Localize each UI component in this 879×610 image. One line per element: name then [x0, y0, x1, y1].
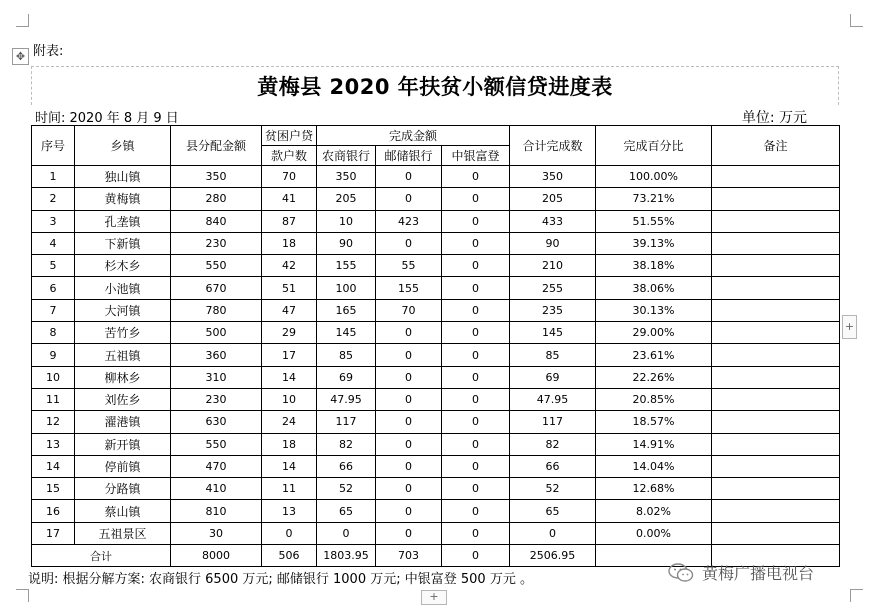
row-rural-bank: 47.95: [317, 388, 376, 410]
table-row: [32, 344, 840, 366]
row-percent: 0.00%: [596, 522, 712, 544]
row-remark: [712, 433, 840, 455]
row-total-completed: 255: [510, 277, 596, 299]
table-row: [32, 210, 840, 232]
row-total-completed: 210: [510, 255, 596, 277]
row-town: 蔡山镇: [75, 500, 171, 522]
row-town: 濯港镇: [75, 411, 171, 433]
header-rural-bank: 农商银行: [317, 146, 376, 166]
progress-table: [31, 125, 840, 567]
title-bar: [31, 66, 839, 105]
row-rural-bank: 85: [317, 344, 376, 366]
row-percent: 100.00%: [596, 166, 712, 188]
report-sheet: [31, 66, 839, 589]
row-households: 42: [262, 255, 317, 277]
row-rural-bank: 350: [317, 166, 376, 188]
row-total-completed: 65: [510, 500, 596, 522]
row-households: 29: [262, 322, 317, 344]
row-households: 47: [262, 299, 317, 321]
row-rural-bank: 10: [317, 210, 376, 232]
row-allocated: 780: [171, 299, 262, 321]
row-zhongyin: 0: [442, 388, 510, 410]
add-row-plus-icon[interactable]: +: [421, 590, 447, 605]
table-body: [32, 166, 840, 545]
row-zhongyin: 0: [442, 500, 510, 522]
row-percent: 73.21%: [596, 188, 712, 210]
row-allocated: 410: [171, 478, 262, 500]
row-remark: [712, 299, 840, 321]
row-rural-bank: 100: [317, 277, 376, 299]
row-postal-bank: 0: [376, 366, 442, 388]
header-zhongyin: 中银富登: [442, 146, 510, 166]
row-remark: [712, 411, 840, 433]
row-seq: 6: [32, 277, 75, 299]
row-zhongyin: 0: [442, 255, 510, 277]
row-households: 51: [262, 277, 317, 299]
row-postal-bank: 0: [376, 344, 442, 366]
row-postal-bank: 0: [376, 322, 442, 344]
row-zhongyin: 0: [442, 277, 510, 299]
row-town: 五祖镇: [75, 344, 171, 366]
header-town: 乡镇: [75, 126, 171, 166]
table-row: [32, 166, 840, 188]
row-postal-bank: 0: [376, 500, 442, 522]
row-rural-bank: 155: [317, 255, 376, 277]
row-percent: 14.04%: [596, 455, 712, 477]
row-total-completed: 205: [510, 188, 596, 210]
row-postal-bank: 0: [376, 522, 442, 544]
row-allocated: 470: [171, 455, 262, 477]
wechat-logo-icon: [668, 563, 694, 583]
totals-postal: 703: [376, 545, 442, 567]
row-percent: 29.00%: [596, 322, 712, 344]
row-postal-bank: 0: [376, 411, 442, 433]
row-households: 24: [262, 411, 317, 433]
row-town: 黄梅镇: [75, 188, 171, 210]
page-corner-mark: [850, 14, 863, 27]
row-postal-bank: 155: [376, 277, 442, 299]
row-remark: [712, 478, 840, 500]
row-allocated: 280: [171, 188, 262, 210]
row-total-completed: 69: [510, 366, 596, 388]
header-completed: 完成金额: [317, 126, 510, 146]
row-remark: [712, 166, 840, 188]
row-town: 柳林乡: [75, 366, 171, 388]
totals-zhongyin: 0: [442, 545, 510, 567]
row-households: 18: [262, 433, 317, 455]
row-total-completed: 145: [510, 322, 596, 344]
report-title: 黄梅县 2020 年扶贫小额信贷进度表: [257, 75, 613, 99]
row-percent: 38.18%: [596, 255, 712, 277]
header-households-line2: 款户数: [262, 146, 317, 166]
table-row: [32, 322, 840, 344]
row-postal-bank: 423: [376, 210, 442, 232]
row-rural-bank: 65: [317, 500, 376, 522]
row-zhongyin: 0: [442, 166, 510, 188]
row-zhongyin: 0: [442, 344, 510, 366]
watermark-text: 黄梅广播电视台: [702, 564, 815, 583]
row-postal-bank: 0: [376, 188, 442, 210]
row-households: 17: [262, 344, 317, 366]
row-zhongyin: 0: [442, 322, 510, 344]
table-row: [32, 366, 840, 388]
row-seq: 17: [32, 522, 75, 544]
row-households: 14: [262, 455, 317, 477]
row-zhongyin: 0: [442, 411, 510, 433]
row-town: 下新镇: [75, 232, 171, 254]
row-zhongyin: 0: [442, 299, 510, 321]
row-total-completed: 82: [510, 433, 596, 455]
row-seq: 1: [32, 166, 75, 188]
row-percent: 8.02%: [596, 500, 712, 522]
row-allocated: 840: [171, 210, 262, 232]
row-total-completed: 235: [510, 299, 596, 321]
row-postal-bank: 70: [376, 299, 442, 321]
row-households: 0: [262, 522, 317, 544]
row-allocated: 230: [171, 232, 262, 254]
totals-allocated: 8000: [171, 545, 262, 567]
row-rural-bank: 117: [317, 411, 376, 433]
row-town: 小池镇: [75, 277, 171, 299]
row-rural-bank: 82: [317, 433, 376, 455]
row-postal-bank: 0: [376, 388, 442, 410]
row-percent: 14.91%: [596, 433, 712, 455]
row-postal-bank: 0: [376, 166, 442, 188]
row-town: 五祖景区: [75, 522, 171, 544]
row-percent: 20.85%: [596, 388, 712, 410]
row-percent: 12.68%: [596, 478, 712, 500]
row-total-completed: 90: [510, 232, 596, 254]
watermark: [668, 561, 814, 584]
row-allocated: 670: [171, 277, 262, 299]
row-households: 87: [262, 210, 317, 232]
header-households-line1: 贫困户贷: [262, 126, 317, 146]
row-households: 13: [262, 500, 317, 522]
row-total-completed: 117: [510, 411, 596, 433]
row-remark: [712, 388, 840, 410]
row-town: 分路镇: [75, 478, 171, 500]
row-town: 杉木乡: [75, 255, 171, 277]
page-corner-mark: [16, 589, 29, 602]
totals-households: 506: [262, 545, 317, 567]
header-total-completed: 合计完成数: [510, 126, 596, 166]
row-remark: [712, 322, 840, 344]
row-town: 独山镇: [75, 166, 171, 188]
row-allocated: 350: [171, 166, 262, 188]
row-percent: 23.61%: [596, 344, 712, 366]
row-total-completed: 350: [510, 166, 596, 188]
row-postal-bank: 55: [376, 255, 442, 277]
row-remark: [712, 500, 840, 522]
row-seq: 11: [32, 388, 75, 410]
row-seq: 4: [32, 232, 75, 254]
table-move-handle-icon[interactable]: ✥: [12, 48, 29, 65]
row-seq: 3: [32, 210, 75, 232]
header-percent: 完成百分比: [596, 126, 712, 166]
row-seq: 15: [32, 478, 75, 500]
row-seq: 9: [32, 344, 75, 366]
row-town: 苦竹乡: [75, 322, 171, 344]
row-households: 11: [262, 478, 317, 500]
row-rural-bank: 66: [317, 455, 376, 477]
table-row: [32, 277, 840, 299]
table-row: [32, 500, 840, 522]
row-remark: [712, 232, 840, 254]
row-households: 18: [262, 232, 317, 254]
table-row: [32, 299, 840, 321]
row-seq: 12: [32, 411, 75, 433]
row-seq: 5: [32, 255, 75, 277]
row-allocated: 630: [171, 411, 262, 433]
row-percent: 51.55%: [596, 210, 712, 232]
explanation-note: 说明: 根据分解方案: 农商银行 6500 万元; 邮储银行 1000 万元; 中银富登 500 万元 。: [28, 572, 533, 587]
row-remark: [712, 188, 840, 210]
row-zhongyin: 0: [442, 232, 510, 254]
row-rural-bank: 90: [317, 232, 376, 254]
row-town: 大河镇: [75, 299, 171, 321]
table-row: [32, 255, 840, 277]
header-seq: 序号: [32, 126, 75, 166]
totals-rural: 1803.95: [317, 545, 376, 567]
row-town: 新开镇: [75, 433, 171, 455]
row-total-completed: 433: [510, 210, 596, 232]
row-rural-bank: 69: [317, 366, 376, 388]
row-percent: 30.13%: [596, 299, 712, 321]
row-town: 停前镇: [75, 455, 171, 477]
meta-row: [31, 105, 839, 125]
header-postal-bank: 邮储银行: [376, 146, 442, 166]
row-seq: 7: [32, 299, 75, 321]
report-date: 时间: 2020 年 8 月 9 日: [35, 111, 179, 126]
row-town: 孔垄镇: [75, 210, 171, 232]
row-percent: 38.06%: [596, 277, 712, 299]
row-allocated: 30: [171, 522, 262, 544]
row-households: 41: [262, 188, 317, 210]
row-percent: 39.13%: [596, 232, 712, 254]
table-row: [32, 188, 840, 210]
row-remark: [712, 455, 840, 477]
row-zhongyin: 0: [442, 455, 510, 477]
row-households: 70: [262, 166, 317, 188]
row-seq: 14: [32, 455, 75, 477]
row-remark: [712, 255, 840, 277]
page-corner-mark: [850, 589, 863, 602]
row-zhongyin: 0: [442, 433, 510, 455]
row-zhongyin: 0: [442, 522, 510, 544]
row-allocated: 550: [171, 433, 262, 455]
row-postal-bank: 0: [376, 455, 442, 477]
row-town: 刘佐乡: [75, 388, 171, 410]
table-row: [32, 388, 840, 410]
row-households: 14: [262, 366, 317, 388]
row-total-completed: 52: [510, 478, 596, 500]
row-allocated: 550: [171, 255, 262, 277]
row-remark: [712, 344, 840, 366]
row-total-completed: 47.95: [510, 388, 596, 410]
row-households: 10: [262, 388, 317, 410]
row-total-completed: 66: [510, 455, 596, 477]
table-row: [32, 411, 840, 433]
totals-label: 合计: [32, 545, 171, 567]
row-remark: [712, 522, 840, 544]
row-rural-bank: 145: [317, 322, 376, 344]
row-postal-bank: 0: [376, 232, 442, 254]
page-corner-mark: [16, 14, 29, 27]
row-percent: 22.26%: [596, 366, 712, 388]
row-seq: 10: [32, 366, 75, 388]
row-percent: 18.57%: [596, 411, 712, 433]
row-seq: 2: [32, 188, 75, 210]
row-allocated: 230: [171, 388, 262, 410]
header-allocated: 县分配金额: [171, 126, 262, 166]
add-column-plus-icon[interactable]: +: [842, 315, 857, 339]
row-remark: [712, 210, 840, 232]
row-remark: [712, 366, 840, 388]
row-allocated: 360: [171, 344, 262, 366]
table-row: [32, 478, 840, 500]
table-row: [32, 232, 840, 254]
row-rural-bank: 165: [317, 299, 376, 321]
row-allocated: 500: [171, 322, 262, 344]
row-zhongyin: 0: [442, 188, 510, 210]
row-seq: 8: [32, 322, 75, 344]
report-unit: 单位: 万元: [741, 110, 807, 126]
row-allocated: 810: [171, 500, 262, 522]
row-total-completed: 0: [510, 522, 596, 544]
row-seq: 16: [32, 500, 75, 522]
row-seq: 13: [32, 433, 75, 455]
header-remarks: 备注: [712, 126, 840, 166]
row-zhongyin: 0: [442, 210, 510, 232]
row-zhongyin: 0: [442, 366, 510, 388]
row-allocated: 310: [171, 366, 262, 388]
row-total-completed: 85: [510, 344, 596, 366]
row-postal-bank: 0: [376, 433, 442, 455]
row-rural-bank: 52: [317, 478, 376, 500]
row-remark: [712, 277, 840, 299]
table-row: [32, 522, 840, 544]
row-rural-bank: 205: [317, 188, 376, 210]
table-row: [32, 433, 840, 455]
totals-total: 2506.95: [510, 545, 596, 567]
table-row: [32, 455, 840, 477]
row-rural-bank: 0: [317, 522, 376, 544]
appendix-label: 附表:: [33, 44, 64, 59]
row-postal-bank: 0: [376, 478, 442, 500]
row-zhongyin: 0: [442, 478, 510, 500]
